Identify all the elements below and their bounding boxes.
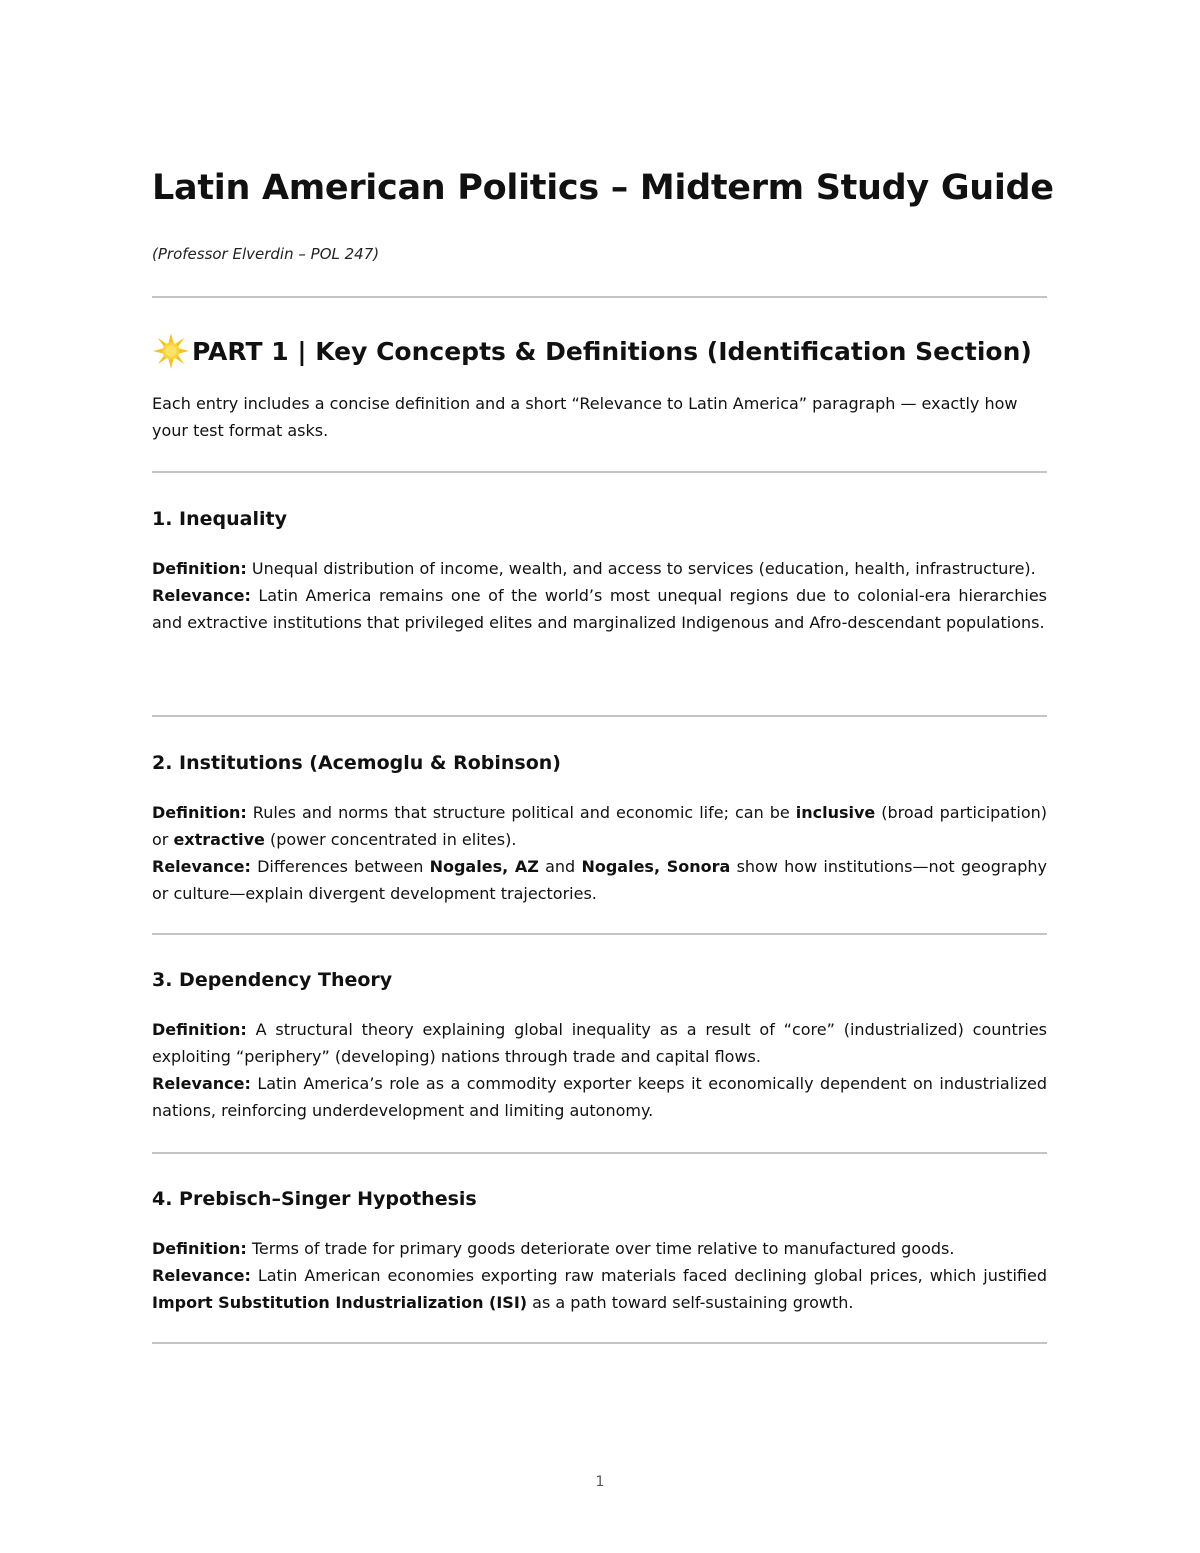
definition-label: Definition:: [152, 559, 247, 578]
part-intro: Each entry includes a concise definition and a short “Relevance to Latin America” paragraph — exactly how your test format asks.: [152, 394, 1018, 440]
entry-inequality: [152, 505, 1047, 636]
relevance-label: Relevance:: [152, 1074, 251, 1093]
relevance-text: Latin America’s role as a commodity exporter keeps it economically dependent on industrialized nations, reinforcing underdevelopment and limiting autonomy.: [152, 1074, 1047, 1120]
entry-heading: 1. Inequality: [152, 508, 287, 530]
definition-label: Definition:: [152, 1239, 247, 1258]
divider: [152, 933, 1047, 935]
entry-prebisch-singer: [152, 1185, 1047, 1316]
document-subtitle: (Professor Elverdin – POL 247): [152, 245, 380, 263]
divider: [152, 715, 1047, 717]
entry-definition: [152, 1235, 1047, 1262]
definition-text: (power concentrated in elites).: [264, 830, 517, 849]
entry-heading: 2. Institutions (Acemoglu & Robinson): [152, 752, 561, 774]
part-heading-text: PART 1 | Key Concepts & Definitions (Identification Section): [192, 336, 1032, 366]
entry-relevance: [152, 582, 1047, 636]
definition-label: Definition:: [152, 1020, 247, 1039]
entry-relevance: [152, 1070, 1047, 1124]
divider: [152, 296, 1047, 298]
definition-label: Definition:: [152, 803, 247, 822]
entry-definition: [152, 555, 1047, 582]
definition-text: Unequal distribution of income, wealth, and access to services (education, health, infrastructure).: [251, 559, 1036, 578]
entry-definition: [152, 1016, 1047, 1070]
document-title: Latin American Politics – Midterm Study Guide: [152, 168, 1054, 208]
divider: [152, 1152, 1047, 1154]
relevance-label: Relevance:: [152, 586, 251, 605]
relevance-label: Relevance:: [152, 857, 251, 876]
sun-icon: [152, 332, 190, 370]
term-nogales-sonora: Nogales, Sonora: [581, 857, 731, 876]
relevance-text: show how institutions—not geography or culture—explain divergent development trajectories.: [152, 857, 1047, 903]
entry-heading: 4. Prebisch–Singer Hypothesis: [152, 1188, 477, 1210]
relevance-label: Relevance:: [152, 1266, 251, 1285]
part-heading: [152, 332, 1032, 370]
entry-heading: 3. Dependency Theory: [152, 969, 393, 991]
definition-text: Rules and norms that structure political and economic life; can be: [252, 803, 796, 822]
divider: [152, 471, 1047, 473]
divider: [152, 1342, 1047, 1344]
entry-relevance: [152, 853, 1047, 907]
relevance-text: Latin American economies exporting raw materials faced declining global prices, which justified: [257, 1266, 1048, 1285]
entry-relevance: [152, 1262, 1047, 1316]
term-nogales-az: Nogales, AZ: [429, 857, 539, 876]
definition-text: Terms of trade for primary goods deteriorate over time relative to manufactured goods.: [251, 1239, 955, 1258]
relevance-text: Differences between: [257, 857, 430, 876]
definition-text: A structural theory explaining global inequality as a result of “core” (industrialized) countries exploiting “periphery” (developing) nations through trade and capital flows.: [152, 1020, 1048, 1066]
term-extractive: extractive: [173, 830, 265, 849]
entry-dependency-theory: [152, 966, 1047, 1124]
page-number: 1: [595, 1474, 605, 1490]
term-inclusive: inclusive: [795, 803, 876, 822]
relevance-text: and: [538, 857, 582, 876]
relevance-text: as a path toward self-sustaining growth.: [527, 1293, 854, 1312]
entry-institutions: [152, 749, 1047, 907]
term-isi: Import Substitution Industrialization (ISI): [152, 1293, 528, 1312]
definition-text: (broad participation) or: [152, 803, 1047, 849]
relevance-text: Latin America remains one of the world’s most unequal regions due to colonial-era hierarchies and extractive institutions that privileged elites and marginalized Indigenous and Afro-descendant populations.: [152, 586, 1047, 632]
entry-definition: [152, 799, 1047, 853]
